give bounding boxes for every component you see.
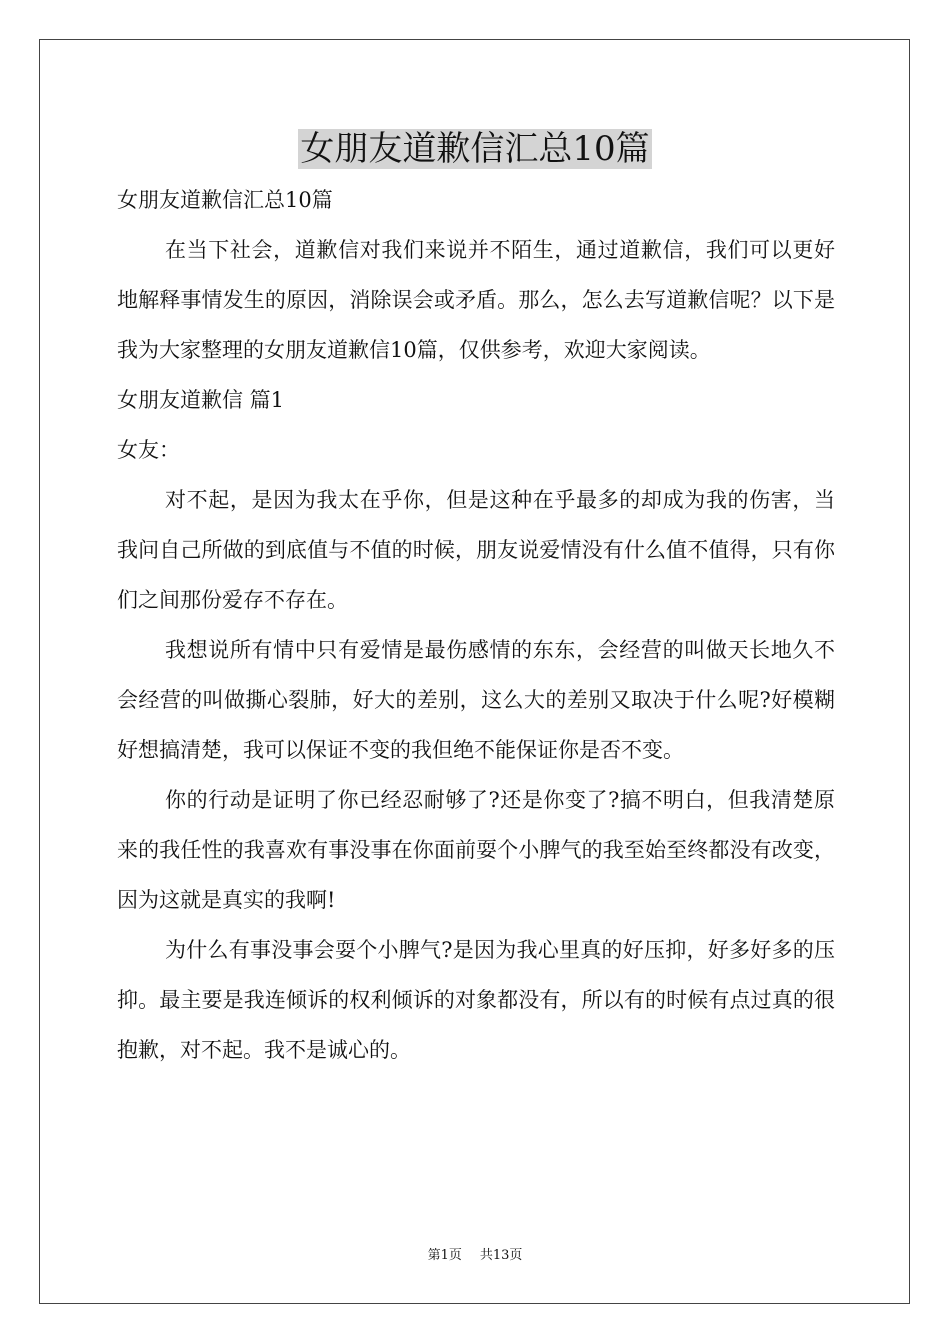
page-footer <box>0 1247 950 1265</box>
page-number: 第1页 <box>427 1248 462 1263</box>
section-heading: 女朋友道歉信 篇1 <box>117 388 285 412</box>
body-paragraph: 我想说所有情中只有爱情是最伤感情的东东，会经营的叫做天长地久不会经营的叫做撕心裂肺，好大的差别，这么大的差别又取决于什么呢?好模糊好想搞清楚，我可以保证不变的我但绝不能保证你是否不变。 <box>117 638 835 762</box>
body-paragraph: 对不起，是因为我太在乎你，但是这种在乎最多的却成为我的伤害，当我问自己所做的到底值与不值的时候，朋友说爱情没有什么值不值得，只有你们之间那份爱存不存在。 <box>117 488 835 612</box>
salutation: 女友： <box>117 438 180 462</box>
document-title <box>0 126 950 172</box>
body-paragraph: 为什么有事没事会耍个小脾气?是因为我心里真的好压抑，好多好多的压抑。最主要是我连倾诉的权利倾诉的对象都没有，所以有的时候有点过真的很抱歉，对不起。我不是诚心的。 <box>117 938 835 1062</box>
document-body <box>117 175 835 1075</box>
intro-paragraph: 在当下社会，道歉信对我们来说并不陌生，通过道歉信，我们可以更好地解释事情发生的原因，消除误会或矛盾。那么，怎么去写道歉信呢？以下是我为大家整理的女朋友道歉信10篇，仅供参考，欢迎大家阅读。 <box>117 238 835 362</box>
page-total: 共13页 <box>479 1248 523 1263</box>
body-paragraph: 你的行动是证明了你已经忍耐够了?还是你变了?搞不明白，但我清楚原来的我任性的我喜欢有事没事在你面前耍个小脾气的我至始至终都没有改变，因为这就是真实的我啊! <box>117 788 835 912</box>
document-title-text: 女朋友道歉信汇总10篇 <box>300 129 650 169</box>
subtitle-line: 女朋友道歉信汇总10篇 <box>117 188 333 212</box>
